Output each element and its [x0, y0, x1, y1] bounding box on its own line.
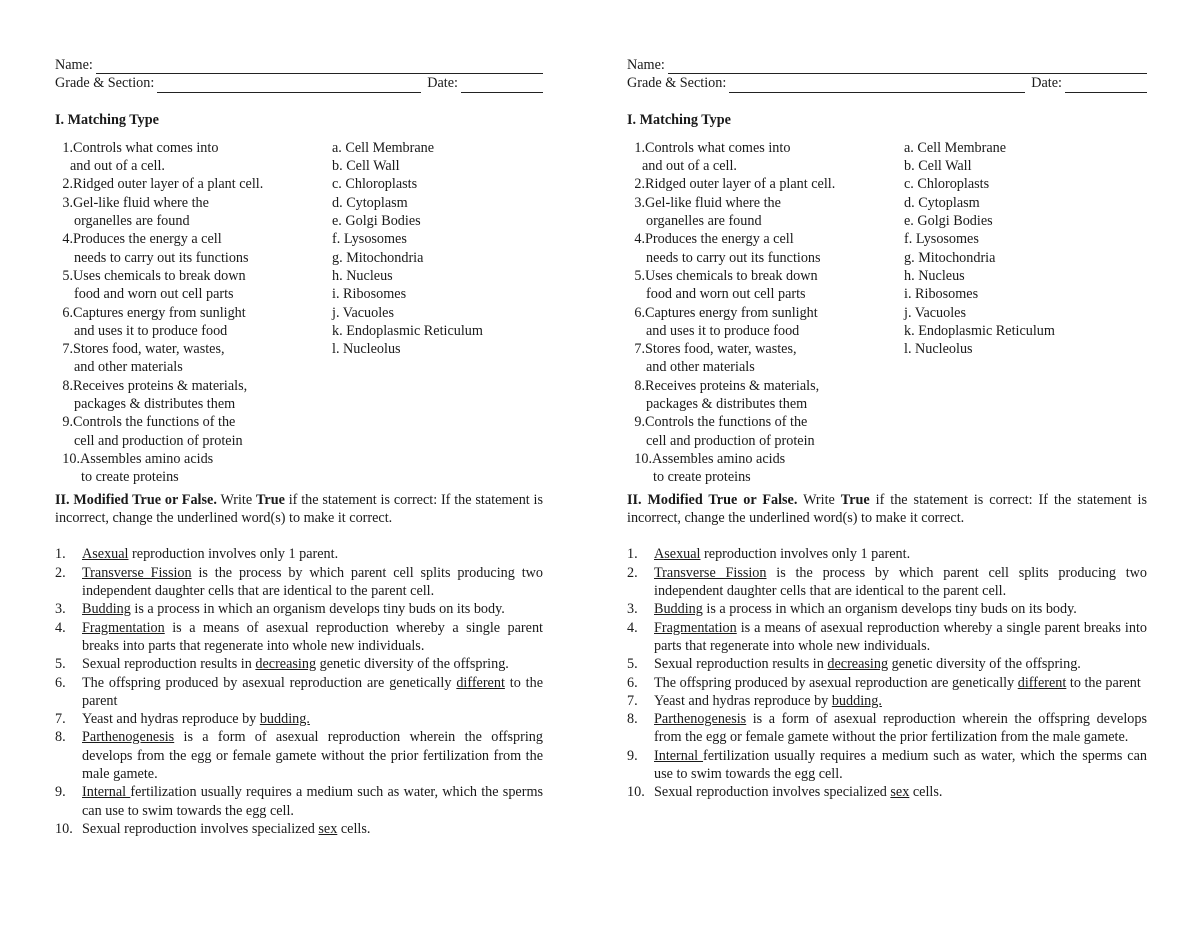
- answer-item: j. Vacuoles: [904, 304, 966, 321]
- tf-item: 7. Yeast and hydras reproduce by budding.: [55, 711, 310, 728]
- question-item: 1. Controls what comes into: [62, 139, 219, 156]
- matching-questions: 1. Controls what comes into and out of a cell. 2. Ridged outer layer of a plant cell. 3. Gel-like fluid where the organelles are found 4. Produces the energy a cell needs to carry out its functions 5. Uses chemicals to break down food and worn out cell parts 6. Captures energy from sunlight and uses it to produce food 7. Stores food, water, wastes, and other materials 8. Receives proteins & materials, packages & distributes them 9. Controls the functions of the cell and production of protein 10. Assembles amino acids to create proteins: [58, 139, 328, 487]
- tf-item: 5. Sexual reproduction results in decreasing genetic diversity of the offspring.: [55, 656, 509, 673]
- answer-item: f. Lysosomes: [332, 231, 407, 248]
- question-item: 10. Assembles amino acids: [62, 450, 214, 467]
- question-item: 7. Stores food, water, wastes,: [634, 341, 797, 358]
- question-item: 2. Ridged outer layer of a plant cell.: [634, 176, 836, 193]
- tf-item: 8. Parthenogenesis is a form of asexual reproduction wherein the offspring develops from the egg or female gamete without the prior fertilization from the male gamete.: [627, 711, 1147, 746]
- grade-date-line: [627, 74, 1147, 92]
- name-line: [627, 56, 1147, 74]
- matching-title: I. Matching Type: [55, 111, 159, 128]
- tf-item: 6. The offspring produced by asexual reproduction are genetically different to the parent: [627, 674, 1141, 691]
- tf-item: 2. Transverse Fission is the process by which parent cell splits producing two independent daughter cells that are identical to the parent cell.: [627, 564, 1147, 600]
- matching-title: I. Matching Type: [627, 111, 731, 128]
- name-label: Name:: [627, 57, 665, 73]
- answer-item: e. Golgi Bodies: [332, 213, 421, 230]
- grade-blank[interactable]: [729, 79, 1025, 93]
- true-false-title: II. Modified True or False.: [55, 491, 217, 508]
- tf-item: 4. Fragmentation is a means of asexual reproduction whereby a single parent breaks into parts that regenerate into whole new individuals.: [627, 619, 1147, 654]
- tf-item: 2. Transverse Fission is the process by which parent cell splits producing two independent daughter cells that are identical to the parent cell.: [55, 564, 543, 600]
- date-label: Date:: [1031, 75, 1062, 92]
- matching-answers: [904, 139, 1134, 359]
- true-false-instructions: II. Modified True or False. Write True if the statement is correct: If the statement is incorrect, change the underlined word(s) to make it correct.: [55, 491, 544, 527]
- question-item: 3. Gel-like fluid where the: [62, 194, 209, 211]
- answer-item: g. Mitochondria: [904, 249, 996, 266]
- name-label: Name:: [55, 57, 93, 73]
- answer-item: d. Cytoplasm: [904, 194, 980, 211]
- true-false-title: II. Modified True or False.: [627, 491, 798, 508]
- answer-item: e. Golgi Bodies: [904, 213, 993, 230]
- question-item: 6. Captures energy from sunlight: [634, 304, 818, 321]
- tf-item: 1. Asexual reproduction involves only 1 parent.: [55, 546, 339, 563]
- question-item: 5. Uses chemicals to break down: [62, 267, 246, 284]
- name-blank[interactable]: [96, 60, 543, 74]
- grade-blank[interactable]: [157, 79, 421, 93]
- tf-item: 7. Yeast and hydras reproduce by budding.: [627, 692, 882, 709]
- true-false-instructions: II. Modified True or False. Write True if the statement is correct: If the statement is incorrect, change the underlined word(s) to make it correct.: [627, 491, 1148, 527]
- answer-item: c. Chloroplasts: [332, 176, 418, 193]
- true-false-list: [627, 545, 1147, 801]
- answer-item: c. Chloroplasts: [904, 176, 990, 193]
- answer-item: k. Endoplasmic Reticulum: [332, 322, 483, 339]
- answer-item: h. Nucleus: [904, 267, 965, 284]
- grade-label: Grade & Section:: [55, 75, 155, 92]
- tf-item: 4. Fragmentation is a means of asexual reproduction whereby a single parent breaks into parts that regenerate into whole new individuals.: [55, 619, 543, 654]
- answer-item: a. Cell Membrane: [332, 139, 435, 156]
- grade-label: Grade & Section:: [627, 75, 727, 92]
- true-false-list: [55, 545, 543, 838]
- grade-date-line: [55, 74, 543, 92]
- matching-answers: [332, 139, 562, 359]
- name-line: [55, 56, 543, 74]
- answer-item: l. Nucleolus: [332, 341, 401, 358]
- date-blank[interactable]: [461, 79, 543, 93]
- matching-section: [55, 139, 543, 486]
- name-blank[interactable]: [668, 60, 1147, 74]
- question-item: 7. Stores food, water, wastes,: [62, 341, 225, 358]
- answer-item: b. Cell Wall: [332, 158, 400, 175]
- question-item: 9. Controls the functions of the: [62, 414, 236, 431]
- answer-item: g. Mitochondria: [332, 249, 424, 266]
- tf-item: 8. Parthenogenesis is a form of asexual reproduction wherein the offspring develops from the egg or female gamete without the prior fertilization from the male gamete.: [55, 729, 543, 783]
- tf-item: 6. The offspring produced by asexual reproduction are genetically different to the parent: [55, 674, 544, 709]
- answer-item: i. Ribosomes: [332, 286, 407, 303]
- answer-item: k. Endoplasmic Reticulum: [904, 322, 1055, 339]
- answer-item: f. Lysosomes: [904, 231, 979, 248]
- question-item: 1. Controls what comes into: [634, 139, 791, 156]
- answer-item: b. Cell Wall: [904, 158, 972, 175]
- tf-item: 3. Budding is a process in which an organism develops tiny buds on its body.: [55, 601, 505, 618]
- question-item: 2. Ridged outer layer of a plant cell.: [62, 176, 264, 193]
- answer-item: i. Ribosomes: [904, 286, 979, 303]
- answer-item: h. Nucleus: [332, 267, 393, 284]
- question-item: 8. Receives proteins & materials,: [634, 377, 820, 394]
- answer-item: j. Vacuoles: [332, 304, 394, 321]
- tf-item: 9. Internal fertilization usually requires a medium such as water, which the sperms can use to swim towards the egg cell.: [55, 784, 544, 819]
- tf-item: 5. Sexual reproduction results in decreasing genetic diversity of the offspring.: [627, 656, 1081, 673]
- worksheet-left: [55, 56, 543, 838]
- tf-item: 10. Sexual reproduction involves specialized sex cells.: [627, 784, 943, 801]
- question-item: 8. Receives proteins & materials,: [62, 377, 248, 394]
- answer-item: a. Cell Membrane: [904, 139, 1007, 156]
- question-item: 9. Controls the functions of the: [634, 414, 808, 431]
- tf-item: 3. Budding is a process in which an organism develops tiny buds on its body.: [627, 601, 1077, 618]
- question-item: 6. Captures energy from sunlight: [62, 304, 246, 321]
- question-item: 5. Uses chemicals to break down: [634, 267, 818, 284]
- tf-item: 1. Asexual reproduction involves only 1 parent.: [627, 546, 911, 563]
- matching-section: [627, 139, 1147, 486]
- worksheet-right: [627, 56, 1147, 802]
- date-blank[interactable]: [1065, 79, 1147, 93]
- question-item: 4. Produces the energy a cell: [634, 231, 794, 248]
- question-item: 10. Assembles amino acids: [634, 450, 786, 467]
- matching-questions: 1. Controls what comes into and out of a cell. 2. Ridged outer layer of a plant cell. 3. Gel-like fluid where the organelles are found 4. Produces the energy a cell needs to carry out its functions 5. Uses chemicals to break down food and worn out cell parts 6. Captures energy from sunlight and uses it to produce food 7. Stores food, water, wastes, and other materials 8. Receives proteins & materials, packages & distributes them 9. Controls the functions of the cell and production of protein 10. Assembles amino acids to create proteins: [630, 139, 900, 487]
- question-item: 3. Gel-like fluid where the: [634, 194, 781, 211]
- question-item: 4. Produces the energy a cell: [62, 231, 222, 248]
- answer-item: d. Cytoplasm: [332, 194, 408, 211]
- date-label: Date:: [427, 75, 458, 92]
- tf-item: 9. Internal fertilization usually requires a medium such as water, which the sperms can use to swim towards the egg cell.: [627, 747, 1147, 783]
- answer-item: l. Nucleolus: [904, 341, 973, 358]
- tf-item: 10. Sexual reproduction involves specialized sex cells.: [55, 820, 371, 837]
